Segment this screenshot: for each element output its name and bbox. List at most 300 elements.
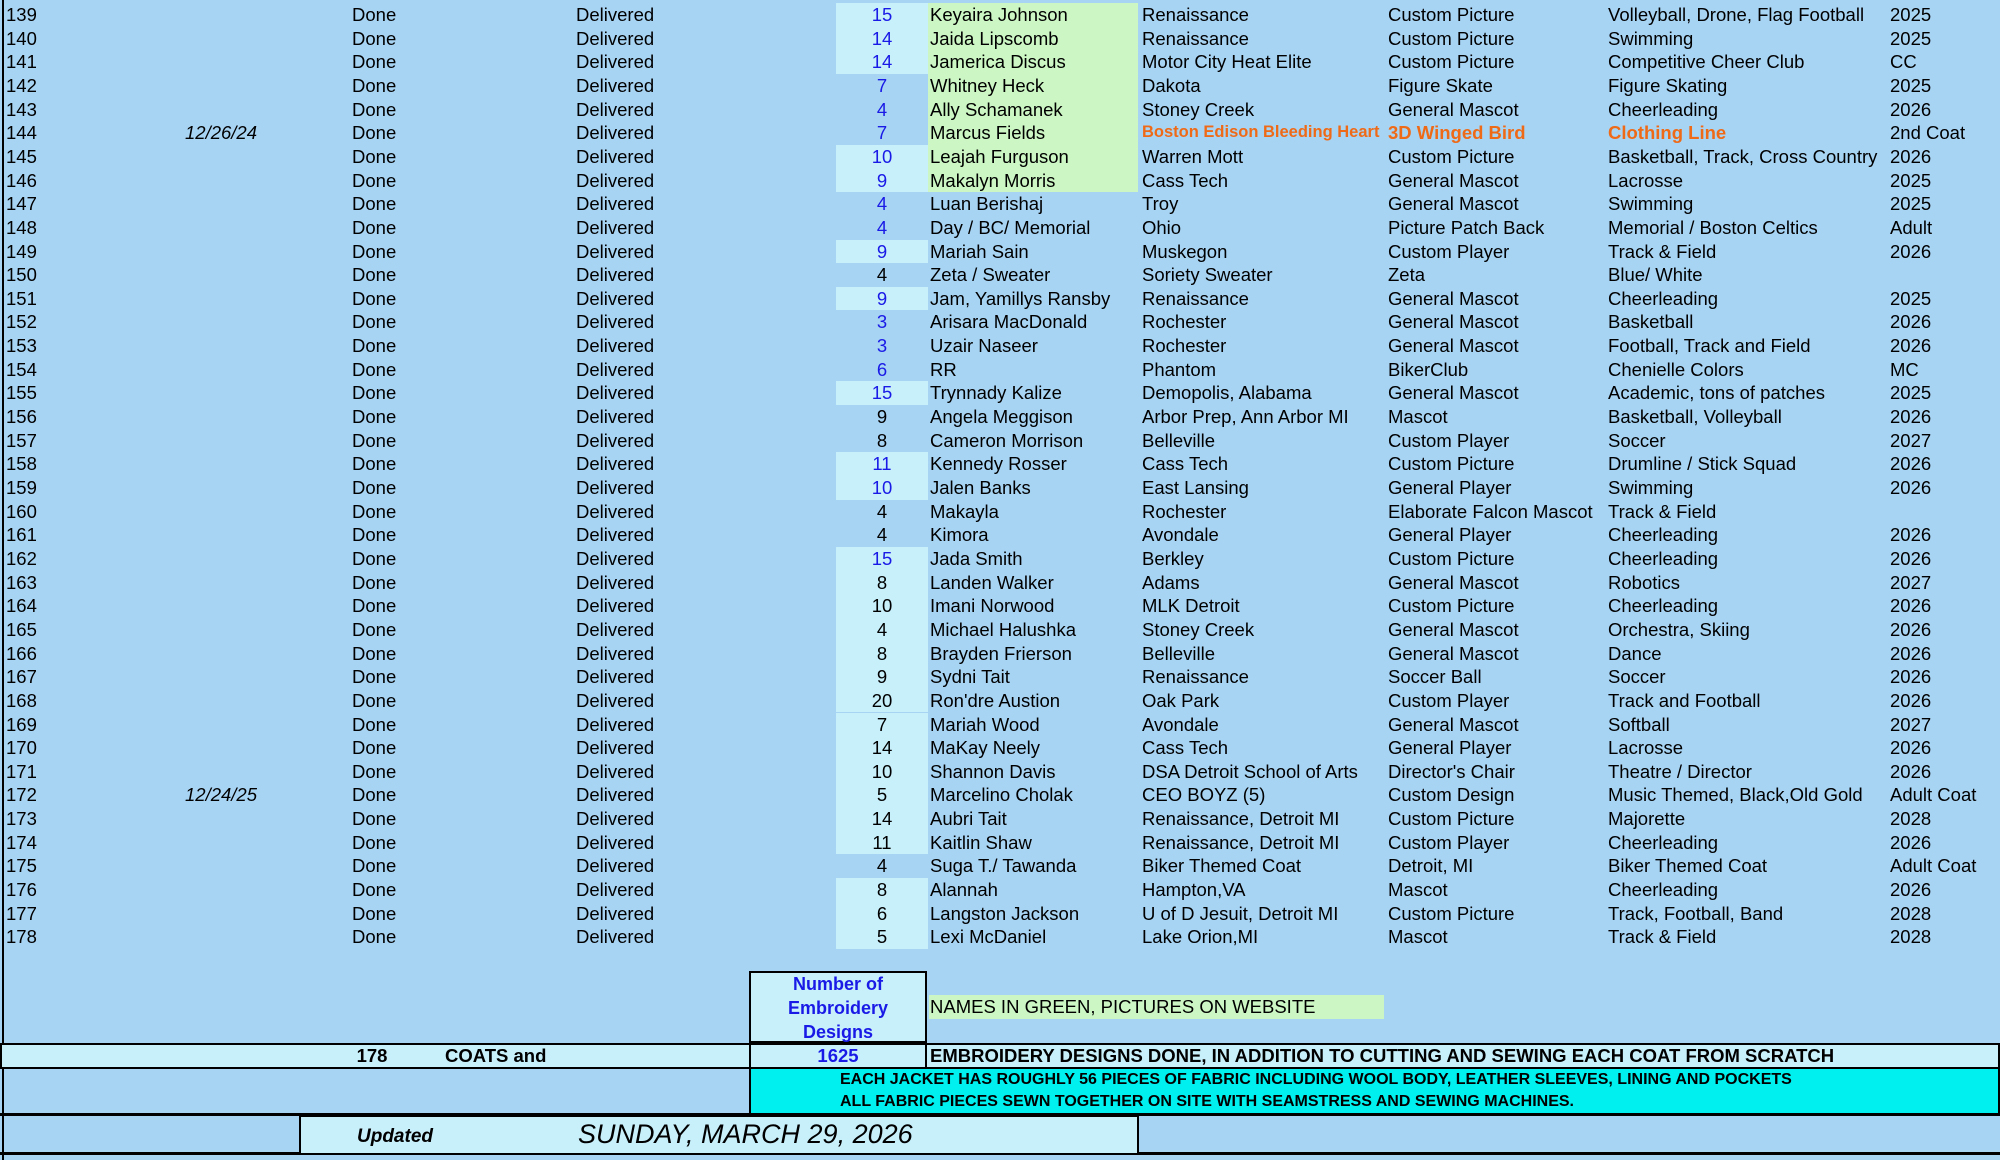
- row-delivery: Delivered: [576, 74, 655, 96]
- row-name: Jalen Banks: [930, 477, 1031, 498]
- table-row: [0, 902, 2000, 926]
- row-coat-type: General Mascot: [1388, 571, 1519, 593]
- row-status: Done: [352, 264, 397, 286]
- row-delivery: Delivered: [576, 571, 655, 593]
- table-row: [0, 618, 2000, 642]
- row-activities: Track and Football: [1608, 689, 1761, 711]
- row-name: Keyaira Johnson: [930, 4, 1068, 25]
- row-delivery: Delivered: [576, 902, 655, 924]
- row-school: Adams: [1142, 571, 1200, 593]
- row-name: Leajah Furguson: [930, 145, 1069, 167]
- table-row: [0, 27, 2000, 51]
- table-row: [0, 216, 2000, 240]
- row-id: 141: [6, 51, 37, 73]
- row-status: Done: [352, 98, 397, 120]
- row-design-count: 8: [876, 642, 888, 664]
- table-row: [0, 263, 2000, 287]
- row-status: Done: [352, 145, 397, 167]
- row-id: 168: [6, 689, 37, 711]
- row-id: 151: [6, 287, 37, 309]
- row-id: 176: [6, 879, 37, 901]
- row-year: 2025: [1890, 74, 1932, 96]
- row-design-count: 4: [876, 500, 888, 522]
- row-activities: Track & Field: [1608, 926, 1717, 948]
- row-coat-type: Director's Chair: [1388, 760, 1515, 782]
- row-coat-type: General Player: [1388, 737, 1512, 759]
- table-row: [0, 594, 2000, 618]
- row-design-count: 9: [876, 240, 888, 262]
- row-name: Marcus Fields: [930, 122, 1046, 144]
- row-coat-type: General Mascot: [1388, 713, 1519, 735]
- row-school: Troy: [1142, 193, 1179, 215]
- row-school: Warren Mott: [1142, 145, 1244, 167]
- row-school: Stoney Creek: [1142, 618, 1255, 640]
- row-year: 2026: [1890, 618, 1932, 640]
- row-design-count: 20: [871, 689, 893, 711]
- row-name: Arisara MacDonald: [930, 311, 1088, 333]
- row-activities: Cheerleading: [1608, 287, 1719, 309]
- row-id: 153: [6, 335, 37, 357]
- row-id: 156: [6, 406, 37, 428]
- row-year: 2026: [1890, 642, 1932, 664]
- row-name: Whitney Heck: [930, 74, 1045, 96]
- row-name: Sydni Tait: [930, 666, 1010, 688]
- row-status: Done: [352, 429, 397, 451]
- row-name: Mariah Sain: [930, 240, 1029, 262]
- row-school: Cass Tech: [1142, 737, 1229, 759]
- row-activities: Chenielle Colors: [1608, 358, 1744, 380]
- row-id: 155: [6, 382, 37, 404]
- table-row: [0, 98, 2000, 122]
- row-school: Rochester: [1142, 311, 1227, 333]
- row-delivery: Delivered: [576, 193, 655, 215]
- row-school: Dakota: [1142, 74, 1201, 96]
- row-activities: Lacrosse: [1608, 737, 1684, 759]
- row-design-count: 11: [872, 453, 892, 475]
- row-design-count: 10: [871, 760, 893, 782]
- row-year: 2026: [1890, 311, 1932, 333]
- row-school: Oak Park: [1142, 689, 1220, 711]
- row-name: Marcelino Cholak: [930, 784, 1073, 806]
- row-school: Belleville: [1142, 429, 1216, 451]
- row-activities: Soccer: [1608, 666, 1666, 688]
- row-year: 2026: [1890, 524, 1932, 546]
- table-row: [0, 547, 2000, 571]
- row-activities: Cheerleading: [1608, 547, 1719, 569]
- row-year: 2026: [1890, 689, 1932, 711]
- row-name: Angela Meggison: [930, 406, 1073, 428]
- row-delivery: Delivered: [576, 926, 655, 948]
- row-delivery: Delivered: [576, 808, 655, 830]
- row-year: 2025: [1890, 287, 1932, 309]
- table-row: [0, 50, 2000, 74]
- row-coat-type: Custom Picture: [1388, 547, 1515, 569]
- table-row: [0, 145, 2000, 169]
- row-design-count: 4: [876, 524, 888, 546]
- table-row: [0, 381, 2000, 405]
- row-delivery: Delivered: [576, 98, 655, 120]
- row-delivery: Delivered: [576, 855, 655, 877]
- row-activities: Cheerleading: [1608, 98, 1719, 120]
- row-school: U of D Jesuit, Detroit MI: [1142, 902, 1339, 924]
- row-id: 142: [6, 74, 37, 96]
- row-name: Lexi McDaniel: [930, 926, 1047, 948]
- table-row: [0, 121, 2000, 145]
- row-status: Done: [352, 287, 397, 309]
- row-school: Renaissance: [1142, 27, 1249, 49]
- fabric-line-2: ALL FABRIC PIECES SEWN TOGETHER ON SITE WITH SEAMSTRESS AND SEWING MACHINES.: [840, 1093, 1574, 1110]
- row-activities: Lacrosse: [1608, 169, 1684, 191]
- row-status: Done: [352, 855, 397, 877]
- row-activities: Cheerleading: [1608, 879, 1719, 901]
- row-name: Imani Norwood: [930, 595, 1055, 617]
- row-id: 145: [6, 145, 37, 167]
- row-status: Done: [352, 453, 397, 475]
- row-status: Done: [352, 808, 397, 830]
- row-coat-type: General Mascot: [1388, 618, 1519, 640]
- table-row: [0, 783, 2000, 807]
- row-coat-type: Custom Picture: [1388, 808, 1515, 830]
- table-row: [0, 925, 2000, 949]
- row-name: Langston Jackson: [930, 902, 1080, 924]
- row-coat-type: General Player: [1388, 524, 1512, 546]
- row-activities: Football, Track and Field: [1608, 335, 1811, 357]
- row-activities: Swimming: [1608, 193, 1694, 215]
- row-delivery: Delivered: [576, 524, 655, 546]
- row-delivery: Delivered: [576, 264, 655, 286]
- row-year: 2025: [1890, 4, 1932, 25]
- row-activities: Robotics: [1608, 571, 1680, 593]
- row-coat-type: Custom Picture: [1388, 4, 1515, 25]
- row-id: 163: [6, 571, 37, 593]
- row-id: 178: [6, 926, 37, 948]
- row-school: Biker Themed Coat: [1142, 855, 1302, 877]
- row-coat-type: General Mascot: [1388, 169, 1519, 191]
- row-school: Renaissance, Detroit MI: [1142, 808, 1340, 830]
- row-school: Berkley: [1142, 547, 1204, 569]
- row-activities: Clothing Line: [1608, 122, 1727, 144]
- row-coat-type: General Mascot: [1388, 193, 1519, 215]
- row-name: Zeta / Sweater: [930, 264, 1051, 286]
- row-design-count: 14: [871, 808, 893, 830]
- table-row: [0, 689, 2000, 713]
- row-school: Cass Tech: [1142, 453, 1229, 475]
- row-design-count: 15: [871, 382, 893, 404]
- row-design-count: 4: [876, 618, 888, 640]
- row-name: Trynnady Kalize: [930, 382, 1062, 404]
- row-design-count: 5: [876, 784, 888, 806]
- row-delivery: Delivered: [576, 642, 655, 664]
- row-status: Done: [352, 831, 397, 853]
- row-id: 162: [6, 547, 37, 569]
- table-row: [0, 642, 2000, 666]
- row-activities: Orchestra, Skiing: [1608, 618, 1750, 640]
- row-delivery: Delivered: [576, 311, 655, 333]
- table-row: [0, 736, 2000, 760]
- row-design-count: 6: [876, 358, 888, 380]
- row-coat-type: 3D Winged Bird: [1388, 122, 1526, 144]
- row-name: Jaida Lipscomb: [930, 27, 1059, 49]
- row-name: Ron'dre Austion: [930, 689, 1061, 711]
- row-year: 2025: [1890, 169, 1932, 191]
- row-delivery: Delivered: [576, 453, 655, 475]
- row-coat-type: Mascot: [1388, 879, 1448, 901]
- row-design-count: 10: [871, 477, 893, 498]
- row-status: Done: [352, 737, 397, 759]
- coats-label: COATS and: [445, 1045, 547, 1066]
- row-name: Day / BC/ Memorial: [930, 216, 1091, 238]
- row-name: Suga T./ Tawanda: [930, 855, 1077, 877]
- row-design-count: 4: [876, 264, 888, 286]
- row-coat-type: General Mascot: [1388, 642, 1519, 664]
- row-status: Done: [352, 595, 397, 617]
- row-id: 149: [6, 240, 37, 262]
- row-year: 2026: [1890, 547, 1932, 569]
- row-year: 2026: [1890, 453, 1932, 475]
- row-status: Done: [352, 618, 397, 640]
- table-row: [0, 240, 2000, 264]
- row-school: Cass Tech: [1142, 169, 1229, 191]
- row-design-count: 9: [876, 406, 888, 428]
- row-id: 172: [6, 784, 37, 806]
- row-school: Muskegon: [1142, 240, 1228, 262]
- row-activities: Basketball, Track, Cross Country: [1608, 145, 1878, 167]
- table-row: [0, 571, 2000, 595]
- row-status: Done: [352, 240, 397, 262]
- table-row: [0, 334, 2000, 358]
- row-activities: Swimming: [1608, 27, 1694, 49]
- row-delivery: Delivered: [576, 477, 655, 498]
- row-delivery: Delivered: [576, 4, 655, 25]
- row-id: 148: [6, 216, 37, 238]
- row-year: 2028: [1890, 808, 1932, 830]
- row-id: 166: [6, 642, 37, 664]
- row-coat-type: Custom Picture: [1388, 27, 1515, 49]
- row-coat-type: Custom Player: [1388, 831, 1510, 853]
- row-delivery: Delivered: [576, 335, 655, 357]
- updated-label: Updated: [357, 1126, 433, 1147]
- row-delivery: Delivered: [576, 358, 655, 380]
- row-id: 173: [6, 808, 37, 830]
- row-id: 147: [6, 193, 37, 215]
- row-year: 2026: [1890, 406, 1932, 428]
- row-coat-type: Custom Picture: [1388, 453, 1515, 475]
- row-design-count: 8: [876, 429, 888, 451]
- row-delivery: Delivered: [576, 500, 655, 522]
- row-status: Done: [352, 335, 397, 357]
- row-status: Done: [352, 571, 397, 593]
- row-id: 164: [6, 595, 37, 617]
- row-delivery: Delivered: [576, 169, 655, 191]
- row-design-count: 8: [876, 571, 888, 593]
- row-name: Aubri Tait: [930, 808, 1007, 830]
- table-row: [0, 854, 2000, 878]
- table-row: [0, 831, 2000, 855]
- row-delivery: Delivered: [576, 689, 655, 711]
- row-status: Done: [352, 713, 397, 735]
- row-id: 170: [6, 737, 37, 759]
- table-row: [0, 74, 2000, 98]
- row-delivery: Delivered: [576, 713, 655, 735]
- table-row: [0, 429, 2000, 453]
- row-design-count: 7: [876, 122, 888, 144]
- row-status: Done: [352, 689, 397, 711]
- row-delivery: Delivered: [576, 784, 655, 806]
- row-design-count: 3: [876, 311, 888, 333]
- row-activities: Cheerleading: [1608, 595, 1719, 617]
- row-year: 2028: [1890, 902, 1932, 924]
- row-activities: Track & Field: [1608, 240, 1717, 262]
- row-coat-type: Custom Picture: [1388, 51, 1515, 73]
- row-activities: Biker Themed Coat: [1608, 855, 1768, 877]
- row-delivery: Delivered: [576, 547, 655, 569]
- row-design-count: 4: [876, 216, 888, 238]
- row-id: 150: [6, 264, 37, 286]
- row-coat-type: General Mascot: [1388, 287, 1519, 309]
- row-coat-type: Detroit, MI: [1388, 855, 1474, 877]
- row-name: Jam, Yamillys Ransby: [930, 287, 1111, 309]
- row-school: Demopolis, Alabama: [1142, 382, 1312, 404]
- row-school: Soriety Sweater: [1142, 264, 1273, 286]
- row-design-count: 7: [876, 74, 888, 96]
- row-year: 2028: [1890, 926, 1932, 948]
- row-name: Ally Schamanek: [930, 98, 1063, 120]
- row-year: 2026: [1890, 477, 1932, 498]
- row-name: Kaitlin Shaw: [930, 831, 1032, 853]
- row-year: MC: [1890, 358, 1919, 380]
- table-row: [0, 287, 2000, 311]
- row-activities: Memorial / Boston Celtics: [1608, 216, 1818, 238]
- legend-note: NAMES IN GREEN, PICTURES ON WEBSITE: [930, 996, 1316, 1017]
- row-name: Brayden Frierson: [930, 642, 1072, 664]
- row-year: 2nd Coat: [1890, 122, 1966, 144]
- row-id: 146: [6, 169, 37, 191]
- row-coat-type: General Mascot: [1388, 311, 1519, 333]
- row-school: Ohio: [1142, 216, 1182, 238]
- row-design-count: 15: [871, 4, 893, 25]
- row-name: Makalyn Morris: [930, 169, 1056, 191]
- row-design-count: 4: [876, 855, 888, 877]
- row-status: Done: [352, 902, 397, 924]
- row-id: 174: [6, 831, 37, 853]
- row-school: Renaissance: [1142, 4, 1249, 25]
- table-row: [0, 878, 2000, 902]
- row-status: Done: [352, 879, 397, 901]
- row-school: Belleville: [1142, 642, 1216, 664]
- row-activities: Track, Football, Band: [1608, 902, 1784, 924]
- row-school: Rochester: [1142, 500, 1227, 522]
- row-id: 140: [6, 27, 37, 49]
- row-year: Adult Coat: [1890, 855, 1977, 877]
- row-activities: Soccer: [1608, 429, 1666, 451]
- row-name: RR: [930, 358, 957, 380]
- row-id: 169: [6, 713, 37, 735]
- row-coat-type: General Mascot: [1388, 98, 1519, 120]
- row-design-count: 6: [876, 902, 888, 924]
- row-id: 175: [6, 855, 37, 877]
- designs-header-text: Number of Embroidery Designs: [787, 974, 889, 1042]
- row-school: Boston Edison Bleeding Heart: [1142, 123, 1380, 142]
- row-school: CEO BOYZ (5): [1142, 784, 1266, 806]
- row-status: Done: [352, 524, 397, 546]
- row-status: Done: [352, 51, 397, 73]
- row-status: Done: [352, 760, 397, 782]
- row-delivery: Delivered: [576, 240, 655, 262]
- row-activities: Basketball, Volleyball: [1608, 406, 1782, 428]
- row-coat-type: Figure Skate: [1388, 74, 1493, 96]
- row-design-count: 14: [871, 27, 893, 49]
- table-row: [0, 523, 2000, 547]
- row-status: Done: [352, 926, 397, 948]
- row-name: Luan Berishaj: [930, 193, 1044, 215]
- row-delivery: Delivered: [576, 760, 655, 782]
- row-year: 2025: [1890, 27, 1932, 49]
- row-id: 167: [6, 666, 37, 688]
- row-delivery: Delivered: [576, 831, 655, 853]
- row-coat-type: Custom Picture: [1388, 595, 1515, 617]
- row-name: Kennedy Rosser: [930, 453, 1067, 475]
- table-row: [0, 169, 2000, 193]
- row-id: 154: [6, 358, 37, 380]
- table-row: [0, 665, 2000, 689]
- row-delivery: Delivered: [576, 27, 655, 49]
- row-id: 165: [6, 618, 37, 640]
- row-status: Done: [352, 74, 397, 96]
- row-activities: Basketball: [1608, 311, 1694, 333]
- row-year: 2025: [1890, 382, 1932, 404]
- row-activities: Volleyball, Drone, Flag Football: [1608, 4, 1865, 25]
- row-school: Hampton,VA: [1142, 879, 1246, 901]
- row-coat-type: Picture Patch Back: [1388, 216, 1545, 238]
- row-school: MLK Detroit: [1142, 595, 1240, 617]
- row-design-count: 8: [876, 879, 888, 901]
- row-coat-type: Elaborate Falcon Mascot: [1388, 500, 1593, 522]
- table-row: [0, 3, 2000, 27]
- row-id: 144: [6, 122, 37, 144]
- row-year: CC: [1890, 51, 1917, 73]
- row-name: Alannah: [930, 879, 998, 901]
- row-id: 157: [6, 429, 37, 451]
- row-year: 2026: [1890, 98, 1932, 120]
- row-date: 12/24/25: [185, 784, 258, 806]
- row-coat-type: General Mascot: [1388, 335, 1519, 357]
- row-coat-type: Mascot: [1388, 406, 1448, 428]
- row-delivery: Delivered: [576, 618, 655, 640]
- fabric-line-1: EACH JACKET HAS ROUGHLY 56 PIECES OF FABRIC INCLUDING WOOL BODY, LEATHER SLEEVES, LINING AND POCKETS: [840, 1071, 1792, 1088]
- row-date: 12/26/24: [185, 122, 258, 144]
- row-year: 2026: [1890, 595, 1932, 617]
- table-row: [0, 310, 2000, 334]
- row-design-count: 4: [876, 98, 888, 120]
- row-design-count: 9: [876, 666, 888, 688]
- table-row: [0, 358, 2000, 382]
- row-id: 152: [6, 311, 37, 333]
- row-coat-type: Custom Player: [1388, 689, 1510, 711]
- row-name: MaKay Neely: [930, 737, 1041, 759]
- row-coat-type: Custom Design: [1388, 784, 1515, 806]
- row-school: Arbor Prep, Ann Arbor MI: [1142, 406, 1349, 428]
- table-row: [0, 405, 2000, 429]
- row-status: Done: [352, 382, 397, 404]
- row-school: Avondale: [1142, 524, 1219, 546]
- row-coat-type: Custom Player: [1388, 429, 1510, 451]
- row-delivery: Delivered: [576, 382, 655, 404]
- row-year: 2026: [1890, 879, 1932, 901]
- row-school: East Lansing: [1142, 477, 1249, 498]
- row-coat-type: Zeta: [1388, 264, 1426, 286]
- row-status: Done: [352, 358, 397, 380]
- row-coat-type: Custom Picture: [1388, 902, 1515, 924]
